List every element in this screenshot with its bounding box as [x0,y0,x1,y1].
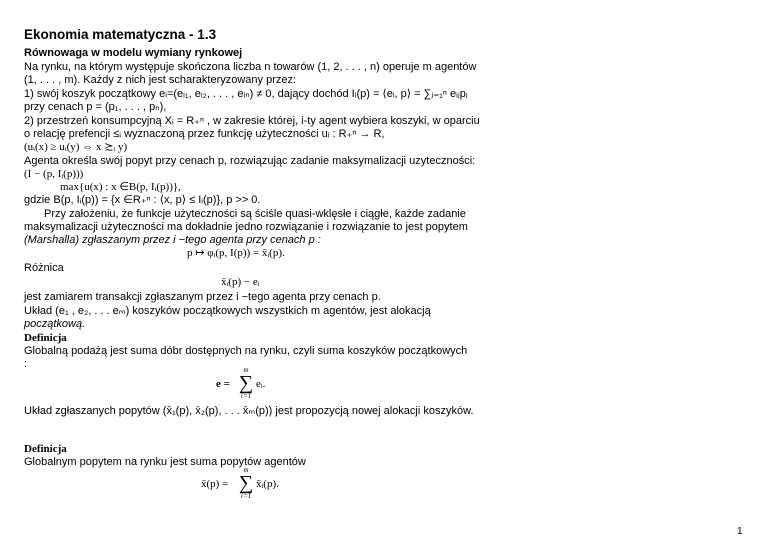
demand-sum-lhs: x̄(p) = [201,478,229,490]
item-2-line-1: 2) przestrzeń konsumpcyjną Xᵢ = R₊ⁿ , w zakresie której, i-ty agent wybiera koszyki, w oparciu [24,115,480,127]
section-subtitle: Równowaga w modelu wymiany rynkowej [24,47,243,59]
assumption-line-3: (Marshalla) zgłaszanym przez i −tego agenta przy cenach p : [24,234,321,246]
global-supply-line-2: : [24,358,28,370]
item-1-prices: przy cenach p = (p₁, . . . , pₙ), [24,101,167,113]
demand-sum-top: m [243,466,249,474]
problem-max: max{u(x) : x ∈B(p, Iᵢ(p))}, [60,181,181,193]
intro-line-2: (1, . . . , m). Każdy z nich jest scharakteryzowany przez: [24,74,297,86]
supply-rhs: eᵢ. [256,378,266,390]
document-title: Ekonomia matematyczna - 1.3 [24,27,217,42]
initial-allocation-line-1: Układ (e₁ , e₂, . . . eₘ) koszyków początkowych wszystkich m agentów, jest alokacją [24,305,431,317]
proposed-allocation-text: Układ zgłaszanych popytów (x̄₁(p), x̄₂(p), . . . x̄ₘ(p)) jest propozycją nowej alokacji koszyków. [24,405,474,417]
demand-sum-rhs: x̄ᵢ(p). [256,478,279,490]
global-demand-line: Globalnym popytem na rynku jest suma popytów agentów [24,456,306,468]
assumption-line-2: maksymalizacji użyteczności ma dokładnie jedno rozwiązanie i rozwiązanie to jest popytem [24,221,468,233]
demand-sum-symbol: m ∑ i=1 [238,466,254,500]
assumption-line-1: Przy założeniu, że funkcje użyteczności są ściśle quasi-wklęsłe i ciągłe, każde zadanie [44,208,466,220]
intro-line-1: Na rynku, na którym występuje skończona liczba n towarów (1, 2, . . . , n) operuje m agentów [24,61,477,73]
supply-sum-bottom: i=1 [240,392,252,400]
transaction-intent-text: jest zamiarem transakcji zgłaszanym przez i −tego agenta przy cenach p. [24,291,381,303]
supply-lhs: e = [216,378,230,390]
definition-2-heading: Definicja [24,443,67,455]
item-2-line-3: (uᵢ(x) ≥ uᵢ(y) ⇔ x ≿ᵢ y) [24,141,128,153]
problem-label: (I − (p, Iᵢ(p))) [24,168,84,180]
difference-equation: x̄ᵢ(p) − eᵢ [221,276,260,288]
definition-1-heading: Definicja [24,332,67,344]
demand-equation: p ↦ φᵢ(p, I(p)) = x̄ᵢ(p). [187,247,285,259]
global-supply-line-1: Globalną podażą jest suma dóbr dostępnych na rynku, czyli suma koszyków początkowych [24,345,468,357]
initial-allocation-line-2: początkową. [24,318,86,330]
supply-sum-symbol: m ∑ i=1 [238,366,254,400]
difference-label: Różnica [24,262,64,274]
supply-sum-top: m [243,366,249,374]
item-2-line-2: o relację prefencji ≤ᵢ wyznaczoną przez funkcję użyteczności uᵢ : R₊ⁿ → R, [24,128,385,140]
demand-sum-bottom: i=1 [240,492,252,500]
budget-set-definition: gdzie B(p, Iᵢ(p)) = {x ∈R₊ⁿ : ⟨x, p⟩ ≤ Iᵢ(p)}, p >> 0. [24,194,261,206]
demand-intro: Agenta określa swój popyt przy cenach p, rozwiązując zadanie maksymalizacji uzyteczności: [24,155,476,167]
item-1-line: 1) swój koszyk początkowy eᵢ=(eᵢ₁, eᵢ₂, . . . , eᵢₙ) ≠ 0, dający dochód Iᵢ(p) = ⟨eᵢ, p⟩ = ∑ⱼ₌₁ⁿ eᵢⱼpⱼ [24,88,468,100]
page-number: 1 [737,526,743,537]
